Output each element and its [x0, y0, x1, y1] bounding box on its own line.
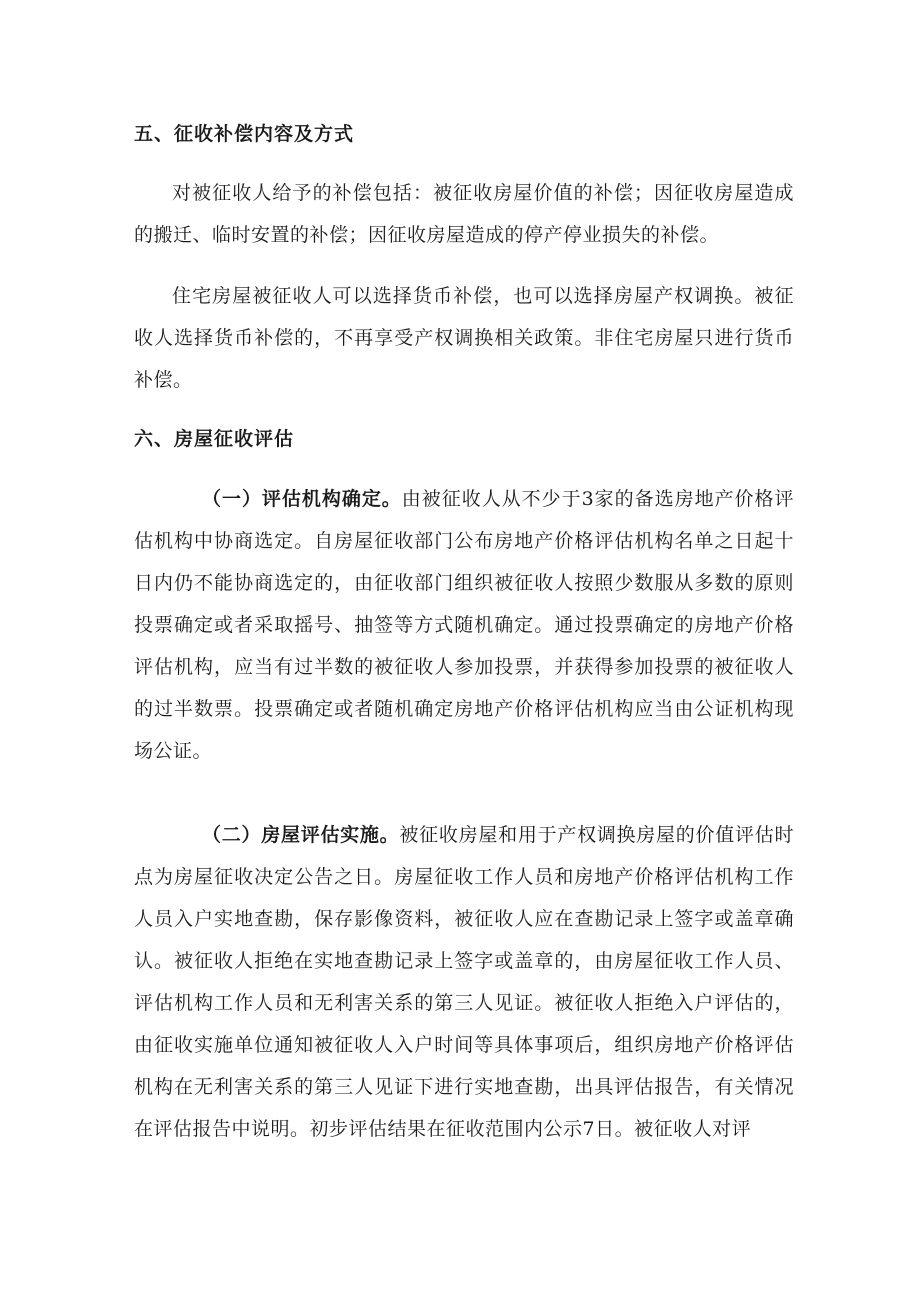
paragraph-lead-implementation: （二）房屋评估实施。 [202, 824, 400, 846]
paragraph-body-agency: 由被征收人从不少于3家的备选房地产价格评估机构中协商选定。自房屋征收部门公布房地产价格评估机构名单之日起十日内仍不能协商选定的，由征收部门组织被征收人按照少数服从多数的原则投票确定或者采取摇号、抽签等方式随机确定。通过投票确定的房地产价格评估机构，应当有过半数的被征收人参加投票，并获得参加投票的被征收人的过半数票。投票确定或者随机确定房地产价格评估机构应当由公证机构现场公证。 [134, 488, 794, 762]
paragraph-body-implementation: 被征收房屋和用于产权调换房屋的价值评估时点为房屋征收决定公告之日。房屋征收工作人员和房地产价格评估机构工作人员入户实地查勘，保存影像资料，被征收人应在查勘记录上签字或盖章确认。被征收人拒绝在实地查勘记录上签字或盖章的，由房屋征收工作人员、评估机构工作人员和无利害关系的第三人见证。被征收人拒绝入户评估的，由征收实施单位通知被征收人入户时间等具体事项后，组织房地产价格评估机构在无利害关系的第三人见证下进行实地查勘，出具评估报告，有关情况在评估报告中说明。初步评估结果在征收范围内公示7日。被征收人对评 [134, 824, 794, 1140]
paragraph-evaluation-agency [134, 478, 794, 772]
paragraph-evaluation-implementation [134, 814, 794, 1150]
paragraph-lead-agency: （一）评估机构确定。 [202, 488, 402, 510]
section-heading-evaluation: 六、房屋征收评估 [134, 428, 295, 450]
section-heading-compensation: 五、征收补偿内容及方式 [134, 123, 355, 145]
paragraph-compensation-choice: 住宅房屋被征收人可以选择货币补偿，也可以选择房屋产权调换。被征收人选择货币补偿的，不再享受产权调换相关政策。非住宅房屋只进行货币补偿。 [134, 285, 794, 391]
paragraph-compensation-scope: 对被征收人给予的补偿包括：被征收房屋价值的补偿；因征收房屋造成的搬迁、临时安置的补偿；因征收房屋造成的停产停业损失的补偿。 [134, 182, 794, 246]
